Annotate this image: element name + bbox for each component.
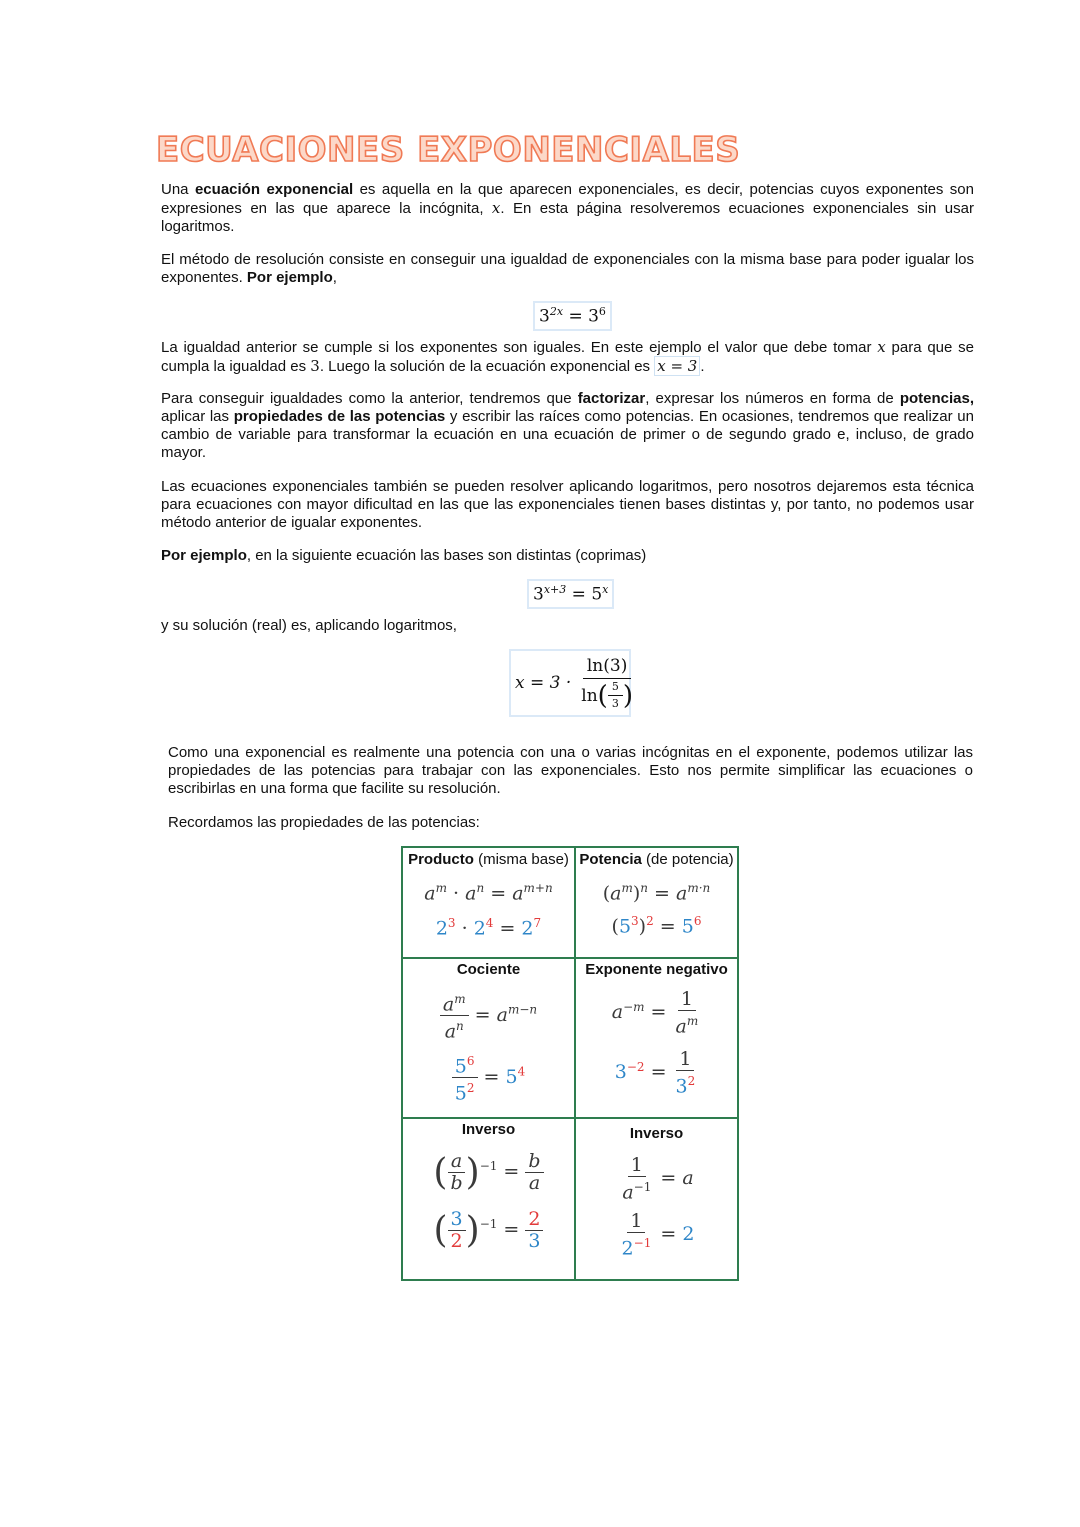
power-cell bbox=[576, 848, 737, 957]
factor-paragraph: Para conseguir igualdades como la anterior, tendremos que factorizar, expresar los números en forma de potencias, aplicar las propiedades de las potencias y escribir las raíces como potencias. En ocasiones, tendremos que realizar un cambio de variable para transformar la ecuación en una ecuación de primer o de segundo grado e, incluso, de grado mayor. bbox=[161, 390, 975, 461]
recall-text: Recordamos las propiedades de las potencias: bbox=[168, 814, 480, 831]
inverse-power-rule: $\frac{1}{a^{-1}}$ = a bbox=[622, 1154, 694, 1204]
power-example: $(5^3)^2 = 5^6$ bbox=[611, 914, 702, 938]
quotient-rule: $\frac{a^m}{a^n}$ = $a^{m-n}$ bbox=[403, 989, 574, 1043]
quotient-cell bbox=[403, 959, 574, 1117]
negative-exponent-example: $3^{-2}$ = $\frac{1}{3^2}$ bbox=[614, 1048, 696, 1098]
page-title: ECUACIONES EXPONENCIALES bbox=[156, 130, 741, 170]
inverse-power-header: Inverso bbox=[629, 1125, 684, 1142]
inverse-power-cell bbox=[576, 1119, 737, 1279]
inverse-fraction-example: ( $\frac{3}{2}$ )$^{-1}$ = $\frac{2}{3}$ bbox=[403, 1209, 574, 1252]
quotient-example: $\frac{5^6}{5^2}$ = $5^4$ bbox=[403, 1051, 574, 1105]
power-properties-table bbox=[401, 846, 739, 1281]
quotient-header: Cociente bbox=[456, 961, 521, 978]
product-header: Producto (misma base) bbox=[408, 851, 569, 868]
intro-paragraph: Una ecuación exponencial es aquella en la que aparecen exponenciales, es decir, potencias cuyos exponentes son expresiones en las que aparece la incógnita, x. En esta página resolveremos ecuaciones exponenciales sin usar logaritmos. bbox=[161, 181, 974, 235]
equation-different-bases: $3^{x+3} = 5^x$ bbox=[527, 579, 614, 609]
method-paragraph: El método de resolución consiste en conseguir una igualdad de exponenciales con la misma base para poder igualar los exponentes. Por ejemplo, bbox=[161, 251, 974, 286]
powers-paragraph: Como una exponencial es realmente una potencia con una o varias incógnitas en el exponente, podemos utilizar las propiedades de las potencias para trabajar con las exponenciales. Esto nos permite simplificar las ecuaciones o escribirlas en una forma que facilite su resolución. bbox=[168, 744, 973, 797]
inverse-power-example: $\frac{1}{2^{-1}}$ = 2 bbox=[621, 1210, 695, 1260]
negative-exponent-cell bbox=[576, 959, 737, 1117]
logarithms-paragraph: Las ecuaciones exponenciales también se pueden resolver aplicando logaritmos, pero nosotros dejaremos esta técnica para ecuaciones con mayor dificultad en las que las exponenciales tienen bases distintas y, por tanto, no podemos usar método anterior de igualar exponentes. bbox=[161, 478, 974, 531]
product-example: $2^3 \cdot 2^4 = 2^7$ bbox=[435, 916, 542, 940]
negative-exponent-rule: $a^{-m}$ = $\frac{1}{a^m}$ bbox=[611, 988, 699, 1038]
product-cell bbox=[403, 848, 574, 957]
equation-log-solution: x = 3 · ln(3) ln ( $\frac{5}{3}$ ) bbox=[509, 649, 631, 717]
inverse-fraction-cell bbox=[403, 1119, 574, 1279]
equality-paragraph: La igualdad anterior se cumple si los exponentes son iguales. En este ejemplo el valor que debe tomar x para que se cumpla la igualdad es 3. Luego la solución de la ecuación exponencial es x = 3 . bbox=[161, 338, 974, 375]
equation-same-base: $3^{2x} = 3^6$ bbox=[533, 301, 612, 331]
power-header: Potencia (de potencia) bbox=[579, 851, 734, 868]
inverse-fraction-rule: ( $\frac{a}{b}$ )$^{-1}$ = $\frac{b}{a}$ bbox=[403, 1151, 574, 1194]
product-rule: $a^m \cdot a^n = a^{m+n}$ bbox=[424, 881, 553, 905]
inverse-fraction-header: Inverso bbox=[461, 1121, 516, 1138]
real-solution-text: y su solución (real) es, aplicando logaritmos, bbox=[161, 617, 457, 634]
example-paragraph: Por ejemplo, en la siguiente ecuación las bases son distintas (coprimas) bbox=[161, 547, 647, 564]
power-rule: $(a^m)^n = a^{m\cdot n}$ bbox=[602, 881, 711, 905]
negative-exponent-header: Exponente negativo bbox=[585, 961, 728, 978]
